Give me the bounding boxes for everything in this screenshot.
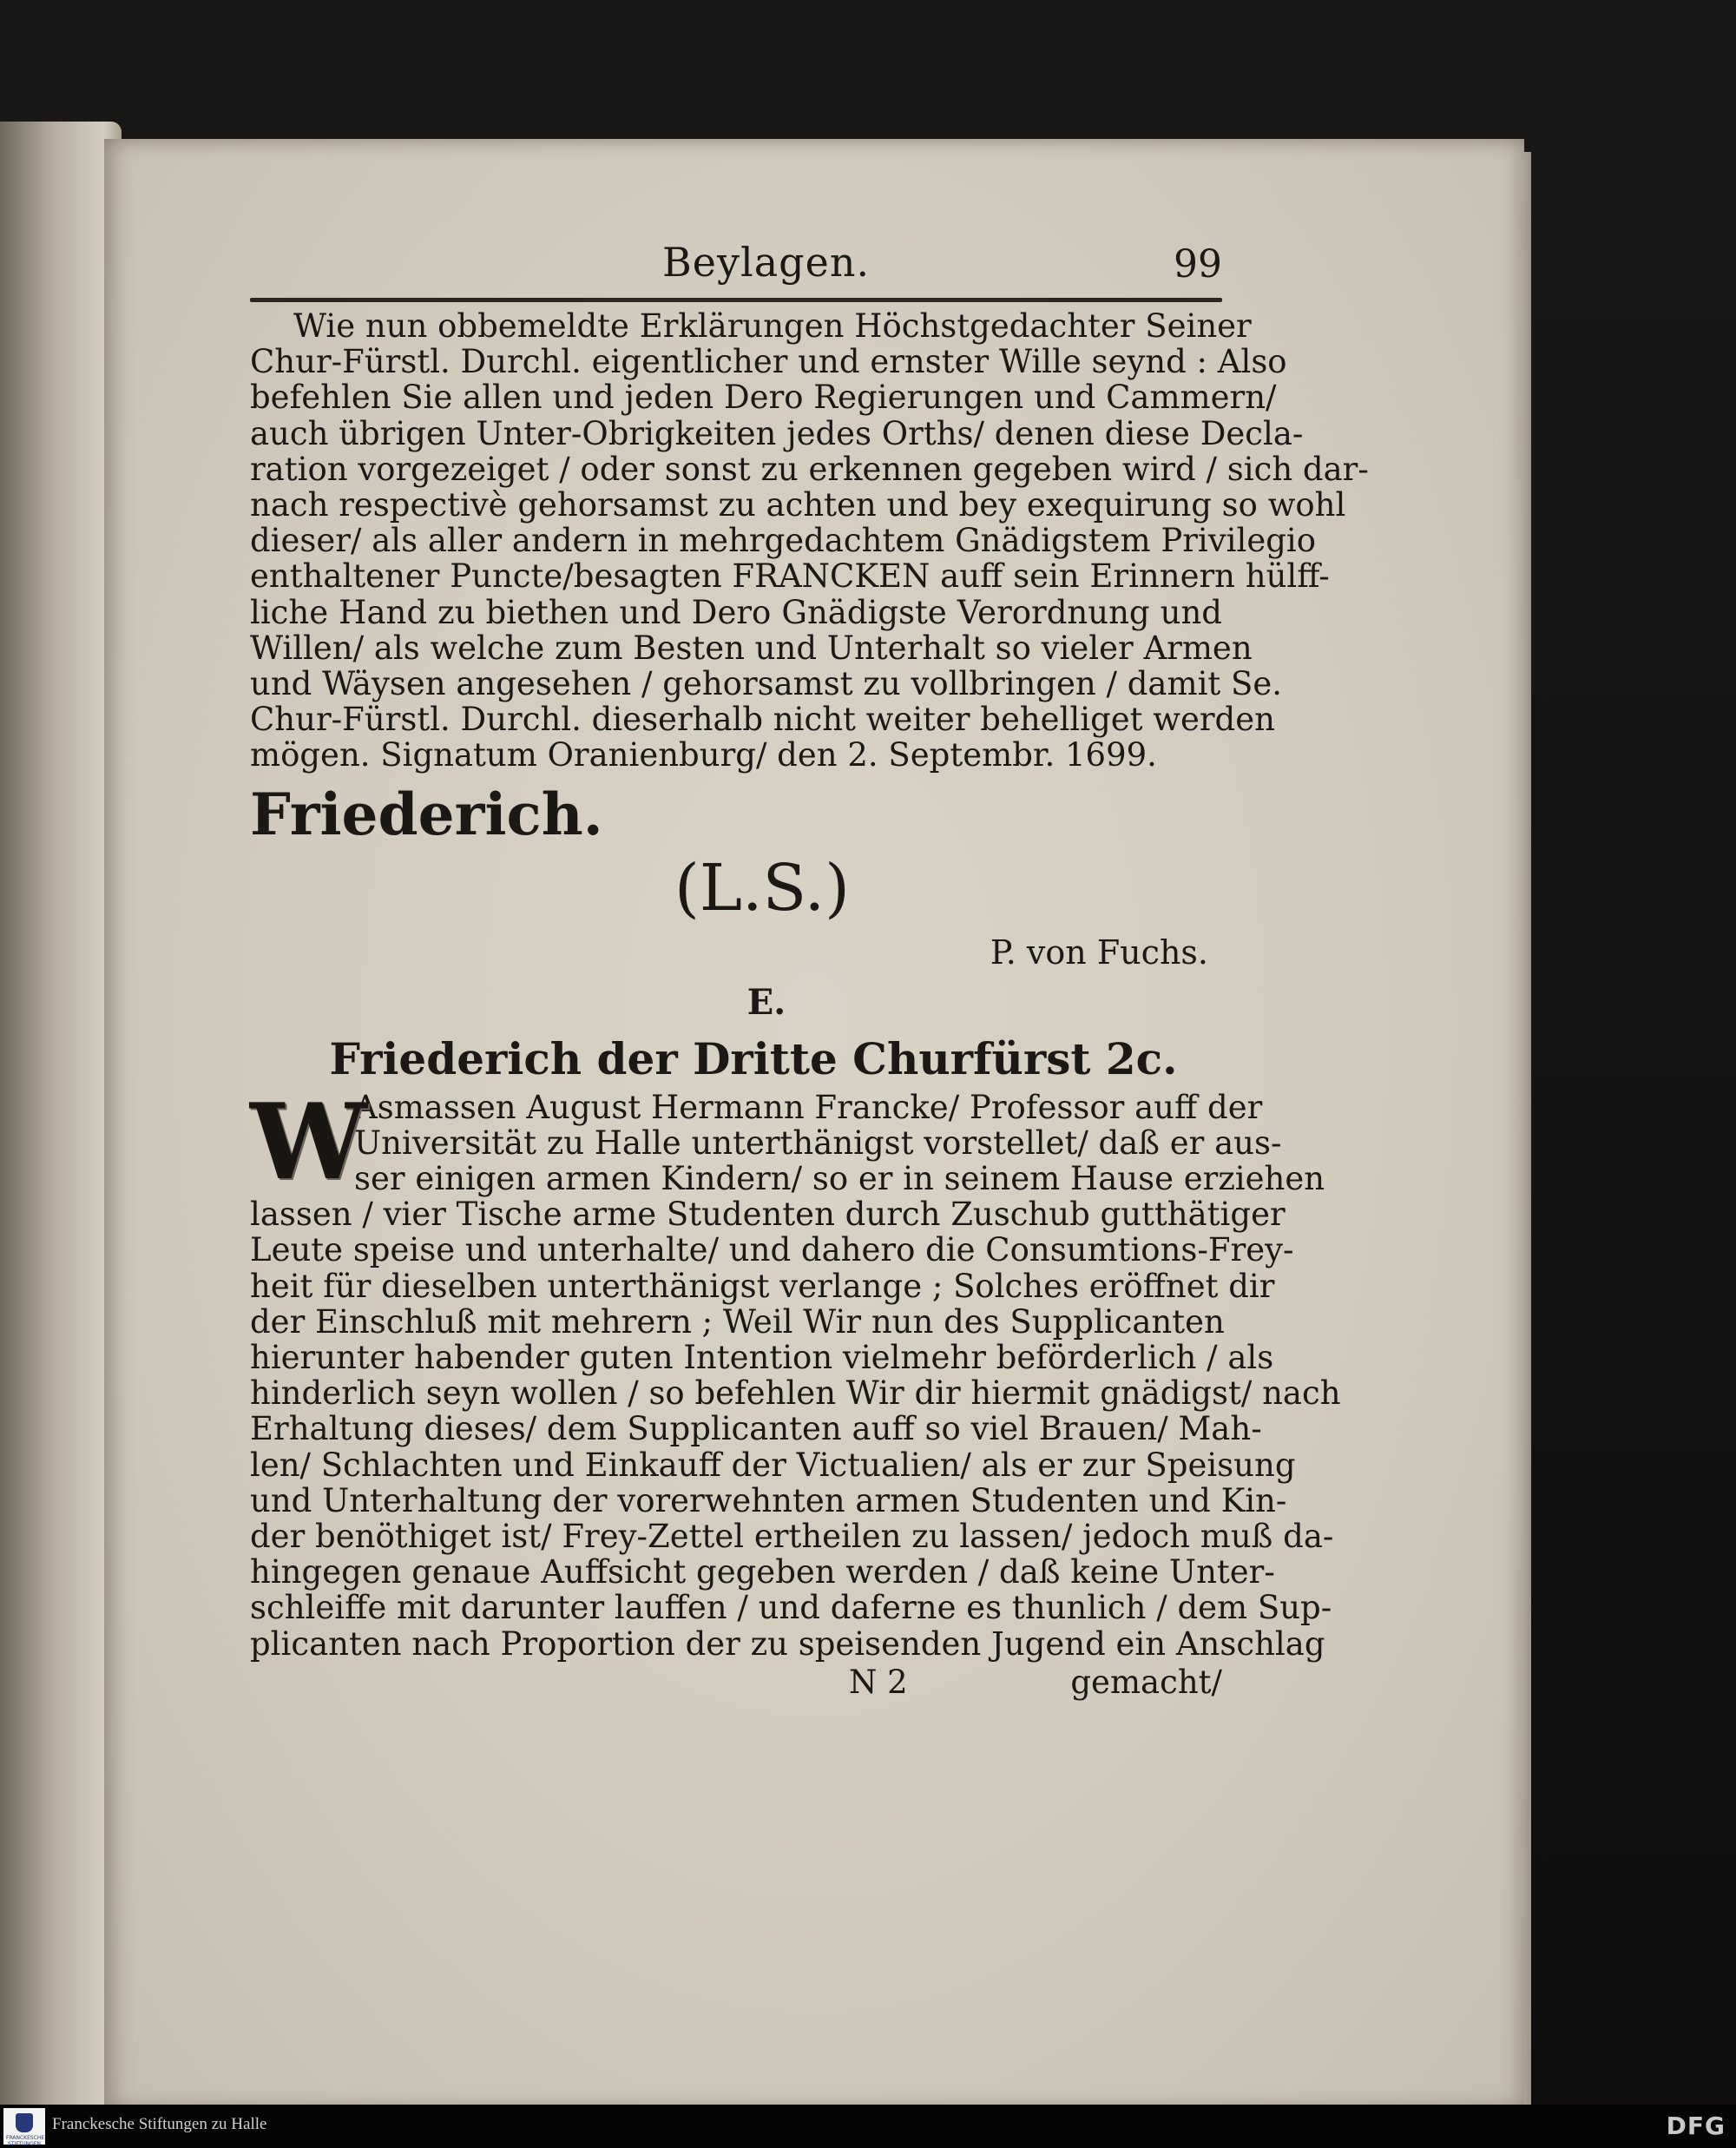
text-line: auch übrigen Unter-Obrigkeiten jedes Orths/ denen diese Decla- <box>250 414 1304 452</box>
running-header <box>250 239 1222 300</box>
text-line: lassen / vier Tische arme Studenten durch Zuschub gutthätiger <box>250 1196 1286 1234</box>
running-title: Beylagen. <box>662 239 871 286</box>
page-text <box>250 239 1369 1701</box>
text-line: befehlen Sie allen und jeden Dero Regierungen und Cammern/ <box>250 379 1277 417</box>
countersignature: P. von Fuchs. <box>990 932 1208 972</box>
text-line: der benöthiget ist/ Frey-Zettel ertheilen zu lassen/ jedoch muß da- <box>250 1518 1334 1556</box>
header-rule <box>250 298 1222 302</box>
text-line: und Unterhaltung der vorerwehnten armen Studenten und Kin- <box>250 1481 1287 1519</box>
seal-mark: (L.S.) <box>674 850 850 926</box>
dfg-logo[interactable]: DFG <box>1666 2112 1726 2140</box>
text-line: dieser/ als aller andern in mehrgedachtem Gnädigstem Privilegio <box>250 522 1317 560</box>
text-line: plicanten nach Proportion der zu speisenden Jugend ein Anschlag <box>250 1624 1325 1663</box>
section-heading: Friederich der Dritte Churfürst 2c. <box>329 1032 1178 1084</box>
text-line: Erhaltung dieses/ dem Supplicanten auff so viel Brauen/ Mah- <box>250 1410 1262 1448</box>
institution-logo[interactable] <box>3 2108 45 2145</box>
text-line: heit für dieselben unterthänigst verlange ; Solches eröffnet dir <box>250 1267 1275 1305</box>
catchword: gemacht/ <box>1070 1663 1222 1701</box>
page-number: 99 <box>1174 242 1222 287</box>
text-line: Universität zu Halle unterthänigst vorstellet/ daß er aus- <box>354 1123 1282 1162</box>
text-line: Asmassen August Hermann Francke/ Professor auff der <box>354 1088 1263 1126</box>
text-line: Wie nun obbemeldte Erklärungen Höchstgedachter Seiner <box>293 307 1252 345</box>
text-line: der Einschluß mit mehrern ; Weil Wir nun des Supplicanten <box>250 1302 1225 1341</box>
signer-name: Friederich. <box>250 780 603 848</box>
viewer-footer-bar <box>0 2105 1736 2148</box>
text-line: len/ Schlachten und Einkauff der Victualien/ als er zur Speisung <box>250 1446 1296 1484</box>
text-line: Leute speise und unterhalte/ und dahero die Consumtions-Frey- <box>250 1231 1294 1269</box>
text-line: hierunter habender guten Intention vielmehr beförderlich / als <box>250 1339 1274 1377</box>
text-line: liche Hand zu biethen und Dero Gnädigste Verordnung und <box>250 593 1222 631</box>
text-line: hingegen genaue Auffsicht gegeben werden / daß keine Unter- <box>250 1553 1275 1591</box>
text-line: ration vorgezeiget / oder sonst zu erkennen gegeben wird / sich dar- <box>250 450 1369 488</box>
text-line: Chur-Fürstl. Durchl. eigentlicher und ernster Wille seynd : Also <box>250 343 1287 381</box>
drop-cap-initial: W <box>250 1080 367 1203</box>
text-line: ser einigen armen Kindern/ so er in seinem Hause erziehen <box>354 1160 1325 1198</box>
text-line: Chur-Fürstl. Durchl. dieserhalb nicht weiter behelliget werden <box>250 701 1275 739</box>
institution-name[interactable]: Franckesche Stiftungen zu Halle <box>52 2115 267 2133</box>
section-letter: E. <box>746 981 786 1023</box>
text-line: mögen. Signatum Oranienburg/ den 2. Septembr. 1699. <box>250 736 1157 774</box>
logo-shield-icon <box>16 2113 33 2132</box>
signature-mark: N 2 <box>849 1663 908 1701</box>
text-line: schleiffe mit darunter lauffen / und daferne es thunlich / dem Sup- <box>250 1589 1332 1627</box>
page-footer-row <box>250 1664 1222 1702</box>
text-line: und Wäysen angesehen / gehorsamst zu vollbringen / damit Se. <box>250 665 1283 703</box>
left-page-edge <box>0 122 122 2110</box>
text-line: Willen/ als welche zum Besten und Unterhalt so vieler Armen <box>250 629 1253 667</box>
text-line: nach respectivè gehorsamst zu achten und bey exequirung so wohl <box>250 486 1346 524</box>
text-line: enthaltener Puncte/besagten FRANCKEN auff sein Erinnern hülff- <box>250 557 1330 596</box>
paragraph-declaration <box>250 307 1369 774</box>
logo-text: FRANCKESCHE STIFTUNGEN <box>6 2135 45 2147</box>
body-text <box>250 307 1369 1702</box>
text-line: hinderlich seyn wollen / so befehlen Wir dir hiermit gnädigst/ nach <box>250 1374 1341 1413</box>
paragraph-decree <box>250 1080 1341 1663</box>
